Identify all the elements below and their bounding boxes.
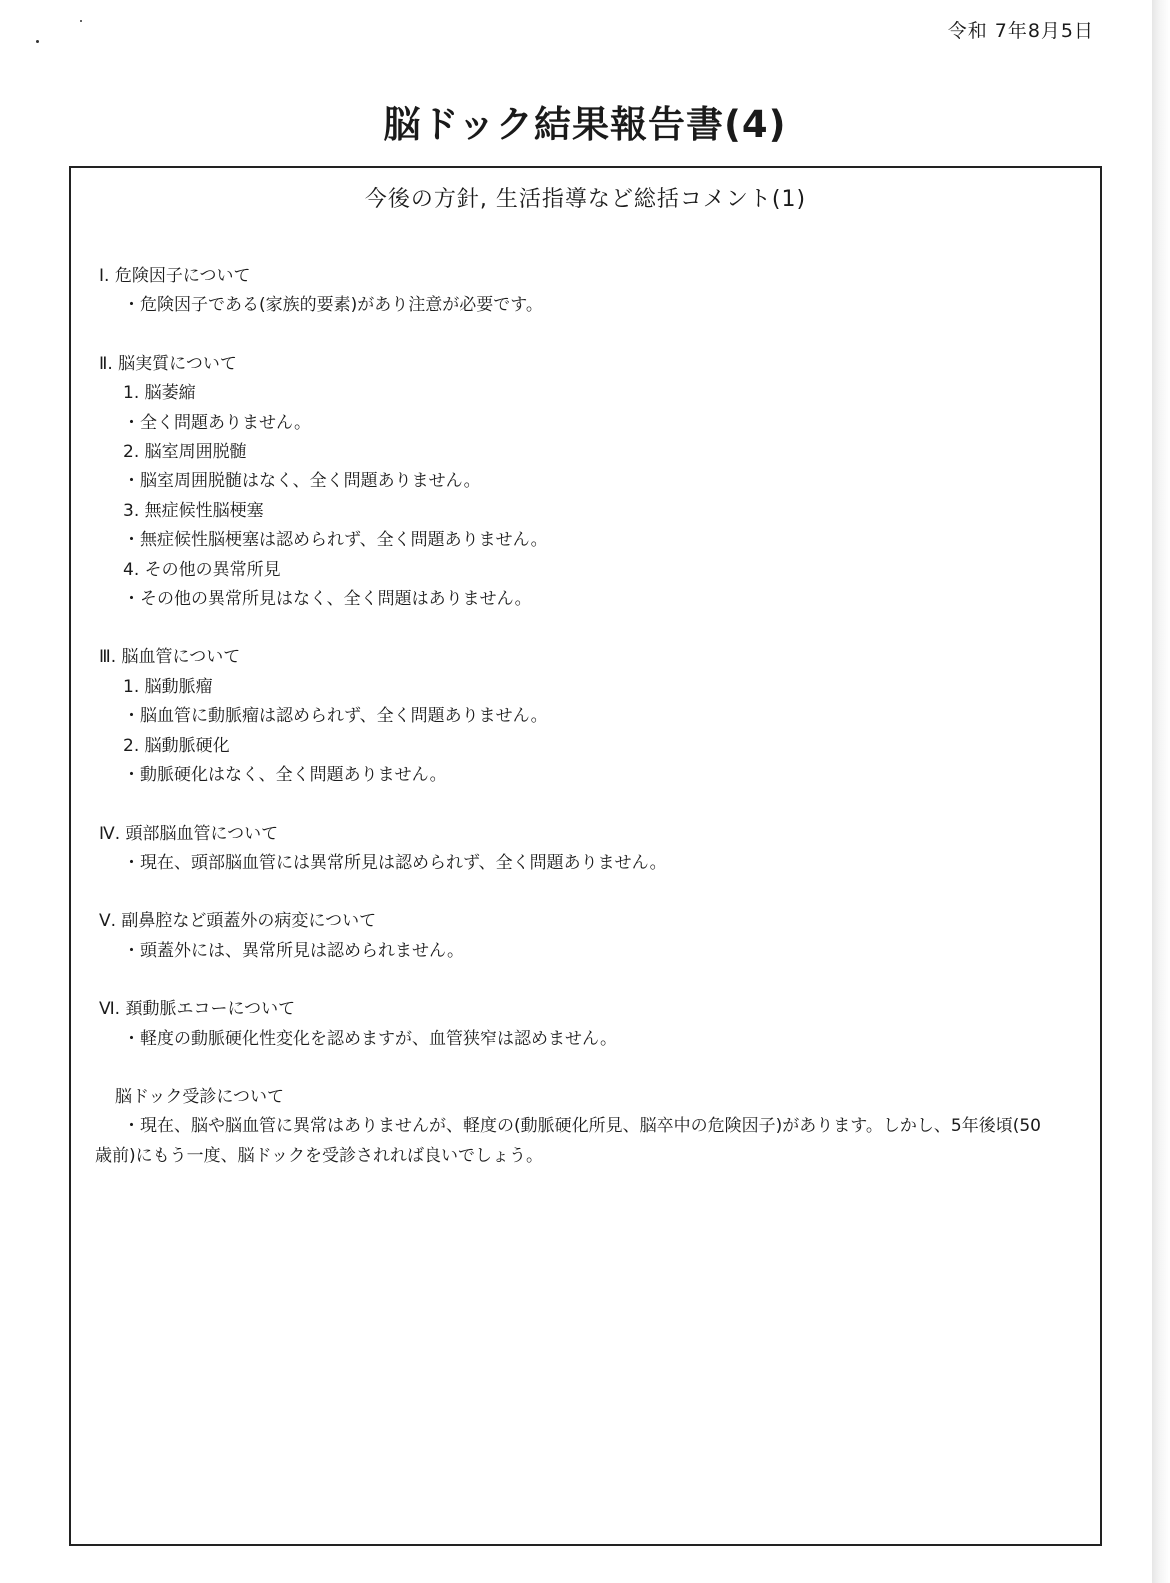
finding-text: ・全く問題ありません。 (123, 412, 312, 433)
subsection-heading: 3. 無症候性脳梗塞 (123, 500, 264, 521)
scan-speck (36, 40, 39, 43)
section-extracranial (95, 907, 1055, 966)
subsection-heading: 2. 脳室周囲脱髄 (123, 442, 247, 463)
section-head-vessels (95, 820, 1055, 879)
section-carotid-echo (95, 995, 1055, 1054)
document-title: 脳ドック結果報告書(4) (383, 103, 787, 146)
finding-text: ・軽度の動脈硬化性変化を認めますが、血管狭窄は認めません。 (123, 1028, 618, 1049)
summary-body (95, 262, 1055, 1200)
section-heading: Ⅳ. 頭部脳血管について (99, 823, 279, 844)
finding-text: ・脳室周囲脱髄はなく、全く問題ありません。 (123, 471, 481, 492)
finding-text: ・動脈硬化はなく、全く問題ありません。 (123, 765, 447, 786)
subsection-heading: 1. 脳萎縮 (123, 383, 196, 404)
section-brain-parenchyma (95, 350, 1055, 615)
finding-text: ・無症候性脳梗塞は認められず、全く問題ありません。 (123, 530, 548, 551)
section-cerebral-vessels (95, 643, 1055, 790)
scan-edge-shadow (1152, 0, 1170, 1583)
subsection-heading: 1. 脳動脈瘤 (123, 676, 213, 697)
section-heading: Ⅲ. 脳血管について (99, 647, 241, 668)
subsection-heading: 4. その他の異常所見 (123, 559, 281, 580)
subsection-heading: 2. 脳動脈硬化 (123, 735, 230, 756)
scan-speck (80, 20, 82, 22)
section-heading: Ⅴ. 副鼻腔など頭蓋外の病変について (99, 911, 377, 932)
finding-text: ・現在、頭部脳血管には異常所見は認められず、全く問題ありません。 (123, 852, 667, 873)
section-brain-dock-advice (95, 1083, 1055, 1171)
section-heading: 脳ドック受診について (115, 1086, 284, 1107)
finding-text: ・その他の異常所見はなく、全く問題はありません。 (123, 589, 532, 610)
section-heading: Ⅵ. 頚動脈エコーについて (99, 999, 296, 1020)
finding-text: ・脳血管に動脈瘤は認められず、全く問題ありません。 (123, 706, 548, 727)
frame-title: 今後の方針, 生活指導など総括コメント(1) (364, 187, 807, 212)
section-risk-factors (95, 262, 1055, 321)
report-date: 令和 7年8月5日 (947, 20, 1094, 42)
section-heading: Ⅱ. 脳実質について (99, 353, 237, 374)
advice-text: ・現在、脳や脳血管に異常はありませんが、軽度の(動脈硬化所見、脳卒中の危険因子)があります。しかし、5年後頃(50歳前)にもう一度、脳ドックを受診されれば良いでしょう。 (95, 1116, 1041, 1166)
finding-text: ・危険因子である(家族的要素)があり注意が必要です。 (123, 295, 543, 316)
finding-text: ・頭蓋外には、異常所見は認められません。 (123, 940, 465, 961)
summary-frame (69, 166, 1102, 1546)
section-heading: Ⅰ. 危険因子について (99, 266, 251, 286)
